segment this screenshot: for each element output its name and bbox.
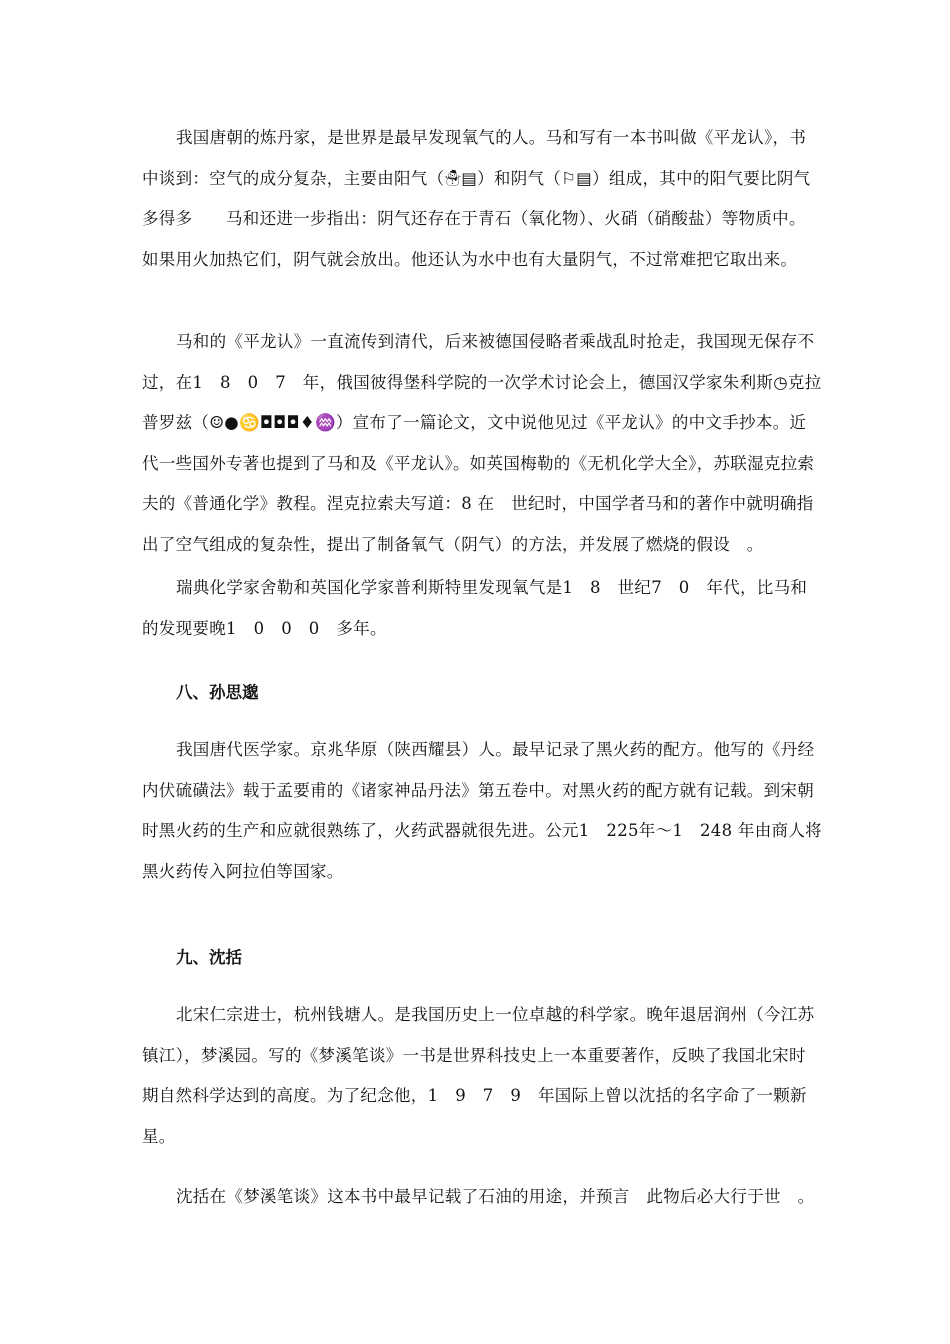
section-heading-sun-simiao: 八、孙思邈 (176, 683, 259, 702)
paragraph-shen-kuo-bio: 北宋仁宗进士，杭州钱塘人。是我国历史上一位卓越的科学家。晚年退居润州（今江苏镇江），梦溪园。写的《梦溪笔谈》一书是世界科技史上一本重要著作，反映了我国北宋时期自然科学达到的高度。为了纪念他，1 9 7 9 年国际上曾以沈括的名字命了一颗新星。 (142, 1005, 815, 1146)
paragraph-oxygen-discovery-comparison: 瑞典化学家舍勒和英国化学家普利斯特里发现氧气是1 8 世纪7 0 年代，比马和的发现要晚1 0 0 0 多年。 (142, 578, 808, 638)
paragraph-ma-he-oxygen: 我国唐朝的炼丹家，是世界是最早发现氧气的人。马和写有一本书叫做《平龙认》，书中谈到：空气的成分复杂，主要由阳气（☃▤）和阴气（⚐▤）组成，其中的阳气要比阴气多得多 马和还进一步指出：阴气还存在于青石（氧化物）、火硝（硝酸盐）等物质中。如果用火加热它们，阴气就会放出。他还认为水中也有大量阴气，不过常难把它取出来。 (142, 128, 811, 269)
paragraph-shen-kuo-petroleum: 沈括在《梦溪笔谈》这本书中最早记载了石油的用途，并预言 此物后必大行于世 。 (176, 1187, 815, 1206)
paragraph-ping-long-ren-history: 马和的《平龙认》一直流传到清代，后来被德国侵略者乘战乱时抢走，我国现无保存不过，在1 8 0 7 年，俄国彼得堡科学院的一次学术讨论会上，德国汉学家朱利斯◷克拉普罗兹（☺●♋◘◘◘♦♒）宣布了一篇论文，文中说他见过《平龙认》的中文手抄本。近代一些国外专著也提到了马和及《平龙认》。如英国梅勒的《无机化学大全》，苏联湿克拉索夫的《普通化学》教程。涅克拉索夫写道：8 在 世纪时，中国学者马和的著作中就明确指出了空气组成的复杂性，提出了制备氧气（阴气）的方法，并发展了燃烧的假设 。 (142, 332, 822, 554)
paragraph-sun-simiao: 我国唐代医学家。京兆华原（陕西耀县）人。最早记录了黑火药的配方。他写的《丹经内伏硫磺法》载于孟要甫的《诸家神品丹法》第五卷中。对黑火药的配方就有记载。到宋朝时黑火药的生产和应就很熟练了，火药武器就很先进。公元1 225年～1 248 年由商人将黑火药传入阿拉伯等国家。 (142, 740, 822, 881)
section-heading-shen-kuo: 九、沈括 (176, 948, 242, 967)
